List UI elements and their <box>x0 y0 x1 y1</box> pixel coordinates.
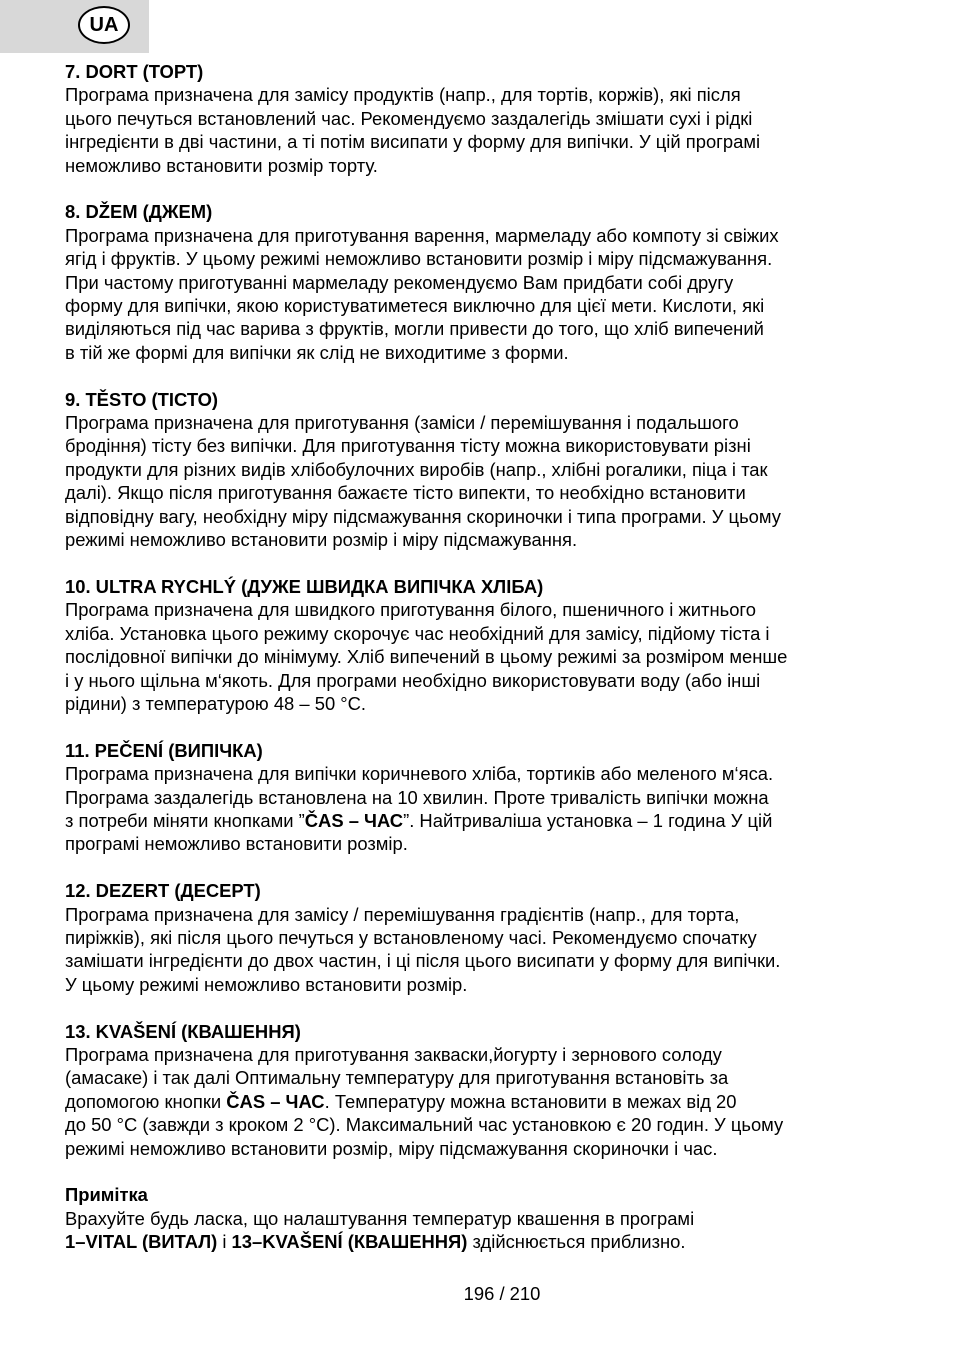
paragraph-line: пиріжків), які після цього печуться у встановленому часі. Рекомендуємо спочатку <box>65 926 757 948</box>
section-dezert <box>65 879 880 996</box>
page-separator: / <box>494 1283 510 1304</box>
paragraph-line <box>65 809 880 832</box>
section-title: 9. TĚSTO (ТІСТО) <box>65 388 219 410</box>
language-tab <box>0 0 149 53</box>
paragraph-line: У цьому режимі неможливо встановити розмір. <box>65 973 468 995</box>
program-name-bold: 13–KVAŠENÍ (КВАШЕННЯ) <box>231 1231 468 1253</box>
paragraph-line: Врахуйте будь ласка, що налаштування температур квашення в програмі <box>65 1207 695 1229</box>
text-run: ”. Найтриваліша установка – 1 година У цій <box>403 809 773 831</box>
program-name-bold: 1–VITAL (ВИТАЛ) <box>65 1231 218 1253</box>
section-title: 10. ULTRA RYCHLÝ (ДУЖЕ ШВИДКА ВИПІЧКА ХЛІБА) <box>65 575 544 597</box>
paragraph-line: режимі неможливо встановити розмір і міру підсмажування. <box>65 529 578 551</box>
paragraph-line: При частому приготуванні мармеладу рекомендуємо Вам придбати собі другу <box>65 271 734 293</box>
paragraph-line: хліба. Установка цього режиму скорочує час необхідний для замісу, підйому тіста і <box>65 622 770 644</box>
paragraph-line: далі). Якщо після приготування бажаєте тісто випекти, то необхідно встановити <box>65 482 746 504</box>
document-body <box>65 60 880 1277</box>
section-title: 8. DŽEM (ДЖЕМ) <box>65 201 213 223</box>
text-run: допомогою кнопки <box>65 1090 227 1112</box>
section-dzem <box>65 200 880 364</box>
section-ultra-rychly <box>65 575 880 715</box>
language-badge: UA <box>78 6 130 44</box>
paragraph-line: виділяються під час варива з фруктів, могли привести до того, що хліб випечений <box>65 318 764 340</box>
paragraph-line: до 50 °C (завжди з кроком 2 °C). Максимальний час установкою є 20 годин. У цьому <box>65 1114 784 1136</box>
section-testo <box>65 388 880 552</box>
paragraph-line <box>65 1090 880 1113</box>
paragraph-line: Програма призначена для замісу / перемішування градієнтів (напр., для торта, <box>65 903 740 925</box>
page-total: 210 <box>509 1283 541 1304</box>
paragraph-line: і у нього щільна м‘якоть. Для програми необхідно використовувати воду (або інші <box>65 669 761 691</box>
paragraph-line: інгредієнти в дві частини, а ті потім висипати у форму для випічки. У цій програмі <box>65 131 761 153</box>
page-number <box>0 1282 954 1305</box>
section-dort <box>65 60 880 177</box>
paragraph-line: Програма призначена для приготування закваски,йогурту і зернового солоду <box>65 1043 722 1065</box>
paragraph-line: бродіння) тісту без випічки. Для приготування тісту можна використовувати різні <box>65 435 751 457</box>
paragraph-line: послідовної випічки до мінімуму. Хліб випечений в цьому режимі за розміром менше <box>65 646 788 668</box>
paragraph-line: режимі неможливо встановити розмір, міру підсмажування скориночки і час. <box>65 1137 718 1159</box>
note-title: Примітка <box>65 1184 148 1206</box>
paragraph-line <box>65 1230 880 1253</box>
note-section <box>65 1183 880 1253</box>
paragraph-line: Програма заздалегідь встановлена на 10 хвилин. Проте тривалість випічки можна <box>65 786 769 808</box>
text-run: і <box>217 1231 232 1253</box>
paragraph-line: цього печуться встановлений час. Рекомендуємо заздалегідь змішати сухі і рідкі <box>65 107 753 129</box>
section-title: 13. KVAŠENÍ (КВАШЕННЯ) <box>65 1020 301 1042</box>
paragraph-line: продукти для різних видів хлібобулочних виробів (напр., хлібні рогалики, піца і так <box>65 458 768 480</box>
paragraph-line: Програма призначена для швидкого приготування білого, пшеничного і житнього <box>65 599 756 621</box>
section-title: 7. DORT (ТОРТ) <box>65 61 204 82</box>
page-current: 196 <box>463 1283 495 1304</box>
paragraph-line: Програма призначена для замісу продуктів (напр., для тортів, коржів), які після <box>65 84 741 106</box>
button-name-bold: ČAS – ЧАС <box>304 809 404 831</box>
paragraph-line: Програма призначена для приготування (заміси / перемішування і подальшого <box>65 412 739 434</box>
paragraph-line: форму для випічки, якою користуватиметеся виключно для цієї мети. Кислоти, які <box>65 295 765 317</box>
text-run: здійснюється приблизно. <box>467 1231 686 1253</box>
button-name-bold: ČAS – ЧАС <box>226 1090 325 1112</box>
paragraph-line: в тій же формі для випічки як слід не виходитиме з форми. <box>65 341 569 363</box>
section-kvaseni <box>65 1020 880 1160</box>
section-peceni <box>65 739 880 856</box>
paragraph-line: Програма призначена для приготування варення, мармеладу або компоту зі свіжих <box>65 224 779 246</box>
paragraph-line: замішати інгредієнти до двох частин, і ці після цього висипати у форму для випічки. <box>65 950 781 972</box>
text-run: . Температуру можна встановити в межах від 20 <box>324 1090 737 1112</box>
paragraph-line: Програма призначена для випічки коричневого хліба, тортиків або меленого м‘яса. <box>65 763 774 785</box>
paragraph-line: програмі неможливо встановити розмір. <box>65 833 408 855</box>
text-run: з потреби міняти кнопками ” <box>65 809 305 831</box>
section-title: 11. PEČENÍ (ВИПІЧКА) <box>65 739 263 761</box>
paragraph-line: відповідну вагу, необхідну міру підсмажування скориночки і типа програми. У цьому <box>65 505 781 527</box>
paragraph-line: рідини) з температурою 48 – 50 °C. <box>65 692 367 714</box>
paragraph-line: (амасаке) і так далі Оптимальну температуру для приготування встановіть за <box>65 1067 729 1089</box>
paragraph-line: ягід і фруктів. У цьому режимі неможливо встановити розмір і міру підсмажування. <box>65 248 773 270</box>
section-title: 12. DEZERT (ДЕСЕРТ) <box>65 880 261 902</box>
paragraph-line: неможливо встановити розмір торту. <box>65 154 378 176</box>
